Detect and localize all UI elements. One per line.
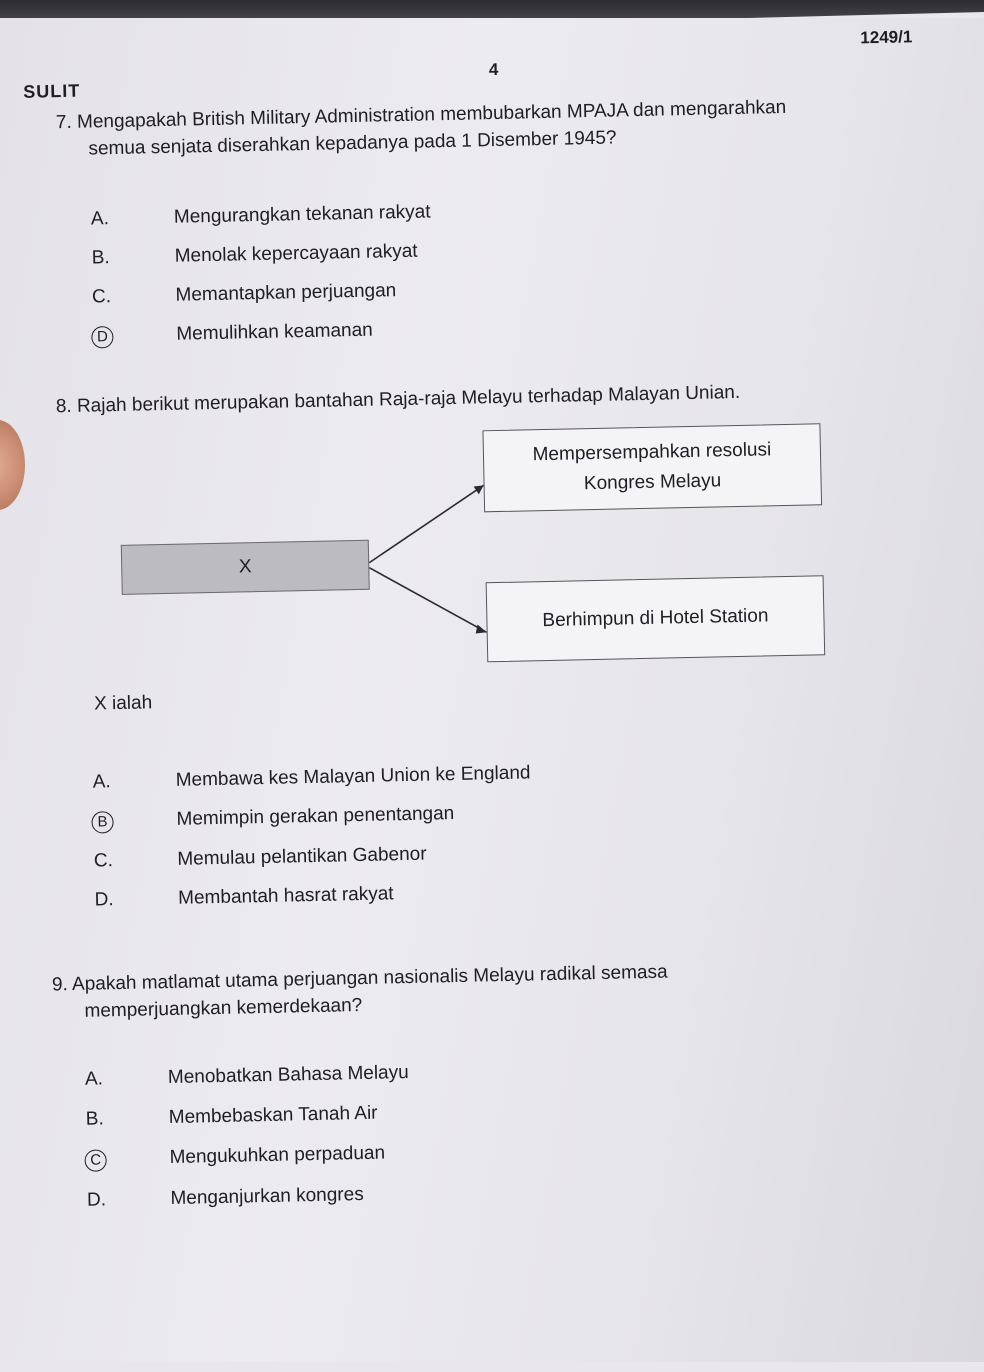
- diagram-box-hotel-station-text: Berhimpun di Hotel Station: [542, 605, 769, 632]
- diagram-box-x-text: X: [238, 556, 252, 578]
- q9-stem-line2: memperjuangkan kemerdekaan?: [84, 994, 363, 1022]
- option-text: Mengurangkan tekanan rakyat: [173, 201, 431, 228]
- arrow-head-top: [474, 485, 484, 494]
- option-text: Mengukuhkan perpaduan: [169, 1142, 386, 1169]
- q7-stem-line1: 7. Mengapakah British Military Administration membubarkan MPAJA dan mengarahkan: [55, 96, 787, 134]
- q7-stem-line2: semua senjata diserahkan kepadanya pada 1 Disember 1945?: [88, 127, 617, 160]
- arrow-head-bottom: [476, 624, 487, 633]
- diagram-box-resolution-text: Mempersempahkan resolusi Kongres Melayu: [532, 439, 772, 495]
- option-letter: D.: [94, 889, 114, 911]
- q9-option-c[interactable]: [83, 1142, 386, 1171]
- option-letter: A.: [92, 771, 111, 793]
- q8-option-c[interactable]: [91, 843, 427, 872]
- diagram-box-x: [121, 540, 370, 595]
- option-letter: D.: [86, 1189, 107, 1211]
- option-letter: C.: [93, 850, 114, 872]
- q8-stem: 8. Rajah berikut merupakan bantahan Raja-raja Melayu terhadap Malayan Unian.: [55, 381, 741, 418]
- option-text: Membawa kes Malayan Union ke England: [175, 762, 531, 791]
- q8-option-d[interactable]: [92, 883, 394, 911]
- diagram-box-hotel-station: [486, 575, 826, 662]
- page-number: 4: [488, 59, 499, 80]
- sulit-label: SULIT: [23, 80, 81, 102]
- circled-answer-mark: B: [91, 811, 113, 833]
- option-text: Memulau pelantikan Gabenor: [177, 843, 427, 870]
- diagram-box-resolution: [482, 423, 822, 512]
- option-letter: C.: [91, 286, 112, 308]
- q8-x-ialah: X ialah: [93, 692, 153, 715]
- option-letter: B.: [91, 247, 110, 269]
- q9-option-d[interactable]: [84, 1183, 364, 1211]
- option-text: Memimpin gerakan penentangan: [176, 803, 455, 830]
- option-text: Menolak kepercayaan rakyat: [174, 240, 418, 267]
- option-text: Memantapkan perjuangan: [175, 280, 397, 306]
- q8-option-b[interactable]: [90, 803, 455, 833]
- option-letter: A.: [90, 208, 110, 230]
- q9-option-b[interactable]: [83, 1102, 378, 1130]
- q8-option-a[interactable]: [90, 762, 531, 793]
- option-letter: A.: [84, 1068, 104, 1090]
- circled-answer-mark: D: [91, 326, 113, 348]
- option-text: Membebaskan Tanah Air: [168, 1102, 378, 1129]
- option-text: Menganjurkan kongres: [170, 1183, 364, 1210]
- paper-code: 1249/1: [860, 27, 913, 48]
- connector-bottom: [369, 565, 486, 634]
- connector-top: [368, 485, 486, 562]
- option-text: Memulihkan keamanan: [176, 319, 373, 345]
- q9-option-a[interactable]: [82, 1062, 409, 1090]
- option-letter: B.: [85, 1108, 104, 1130]
- option-text: Menobatkan Bahasa Melayu: [167, 1062, 409, 1089]
- option-text: Membantah hasrat rakyat: [177, 883, 394, 909]
- q9-stem-line1: 9. Apakah matlamat utama perjuangan nasionalis Melayu radikal semasa: [51, 961, 668, 996]
- circled-answer-mark: C: [84, 1149, 106, 1171]
